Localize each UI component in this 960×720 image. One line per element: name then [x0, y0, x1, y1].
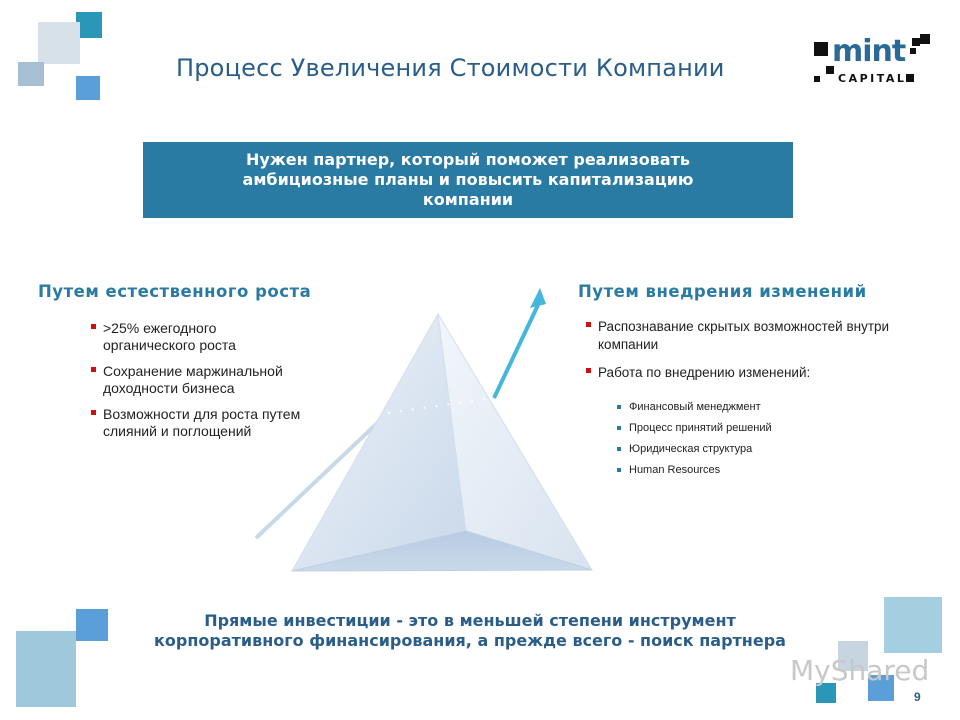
bullet-icon	[91, 324, 96, 329]
list-item: Human Resources	[617, 460, 877, 481]
list-item: Финансовый менеджмент	[617, 397, 877, 418]
pyramid-left-face	[292, 314, 466, 571]
left-list	[91, 320, 301, 440]
page-title: Процесс Увеличения Стоимости Компании	[176, 54, 725, 82]
partner-banner: Нужен партнер, который поможет реализовать амбициозные планы и повысить капитализацию компании	[143, 142, 793, 218]
list-item: Сохранение маржинальной доходности бизнеса	[91, 363, 301, 397]
mint-capital-logo: mint CAPITAL	[812, 38, 932, 98]
bullet-icon	[586, 368, 591, 373]
bullet-icon	[617, 405, 621, 409]
list-item: Работа по внедрению изменений:	[586, 364, 916, 382]
right-list	[586, 318, 916, 382]
bullet-icon	[586, 322, 591, 327]
left-heading: Путем естественного роста	[38, 282, 312, 301]
bottom-statement: Прямые инвестиции - это в меньшей степени инструмент корпоративного финансирования, а прежде всего - поиск партнера	[154, 611, 786, 650]
bullet-icon	[617, 447, 621, 451]
list-item: >25% ежегодного органического роста	[91, 320, 301, 354]
arrow-head-icon	[530, 288, 546, 308]
page-number: 9	[914, 690, 921, 704]
bullet-icon	[617, 426, 621, 430]
bullet-icon	[91, 410, 96, 415]
bullet-icon	[617, 468, 621, 472]
list-item: Процесс принятий решений	[617, 418, 877, 439]
right-sublist	[617, 397, 877, 481]
change-arrow-line	[494, 305, 538, 398]
right-heading: Путем внедрения изменений	[578, 282, 867, 301]
bullet-icon	[91, 367, 96, 372]
list-item: Юридическая структура	[617, 439, 877, 460]
watermark: MyShared	[790, 654, 930, 687]
list-item: Распознавание скрытых возможностей внутри компании	[586, 318, 916, 354]
list-item: Возможности для роста путем слияний и поглощений	[91, 406, 301, 440]
